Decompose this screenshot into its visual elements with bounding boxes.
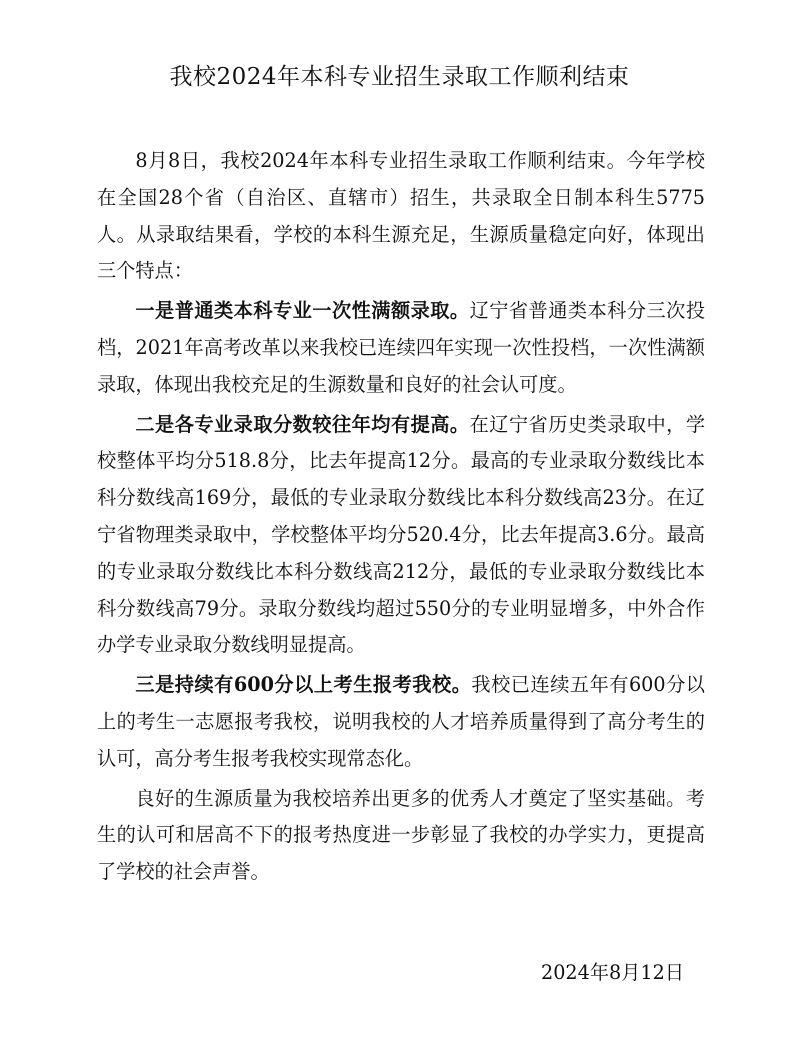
paragraph-conclusion	[97, 781, 705, 891]
paragraph-text: 8月8日，我校2024年本科专业招生录取工作顺利结束。今年学校在全国28个省（自治区、直辖市）招生，共录取全日制本科生5775人。从录取结果看，学校的本科生源充足，生源质量稳定向好，体现出三个特点：	[97, 149, 705, 283]
paragraph-text: 良好的生源质量为我校培养出更多的优秀人才奠定了坚实基础。考生的认可和居高不下的报考热度进一步彰显了我校的办学实力，更提高了学校的社会声誉。	[97, 786, 705, 884]
paragraph-feature-3	[97, 667, 705, 777]
paragraph-feature-1	[97, 293, 705, 403]
paragraph-feature-2	[97, 407, 705, 665]
document-date: 2024年8月12日	[541, 961, 685, 984]
paragraph-text: 在辽宁省历史类录取中，学校整体平均分518.8分，比去年提高12分。最高的专业录取分数线比本科分数线高169分，最低的专业录取分数线比本科分数线高23分。在辽宁省物理类录取中，学校整体平均分520.4分，比去年提高3.6分。最高的专业录取分数线比本科分数线高212分，最低的专业录取分数线比本科分数线高79分。录取分数线均超过550分的专业明显增多，中外合作办学专业录取分数线明显提高。	[97, 412, 706, 657]
paragraph-lead: 一是普通类本科专业一次性满额录取。	[135, 299, 470, 323]
document-title: 我校2024年本科专业招生录取工作顺利结束	[169, 64, 630, 90]
paragraph-lead: 三是持续有600分以上考生报考我校。	[135, 673, 472, 697]
paragraph-text: 我校已连续五年有600分以上的考生一志愿报考我校，说明我校的人才培养质量得到了高分考生的认可，高分考生报考我校实现常态化。	[97, 673, 705, 770]
paragraph-intro	[97, 143, 705, 290]
document-body	[97, 143, 705, 894]
paragraph-text: 辽宁省普通类本科分三次投档，2021年高考改革以来我校已连续四年实现一次性投档，一次性满额录取，体现出我校充足的生源数量和良好的社会认可度。	[97, 299, 706, 396]
paragraph-lead: 二是各专业录取分数较往年均有提高。	[135, 412, 470, 436]
